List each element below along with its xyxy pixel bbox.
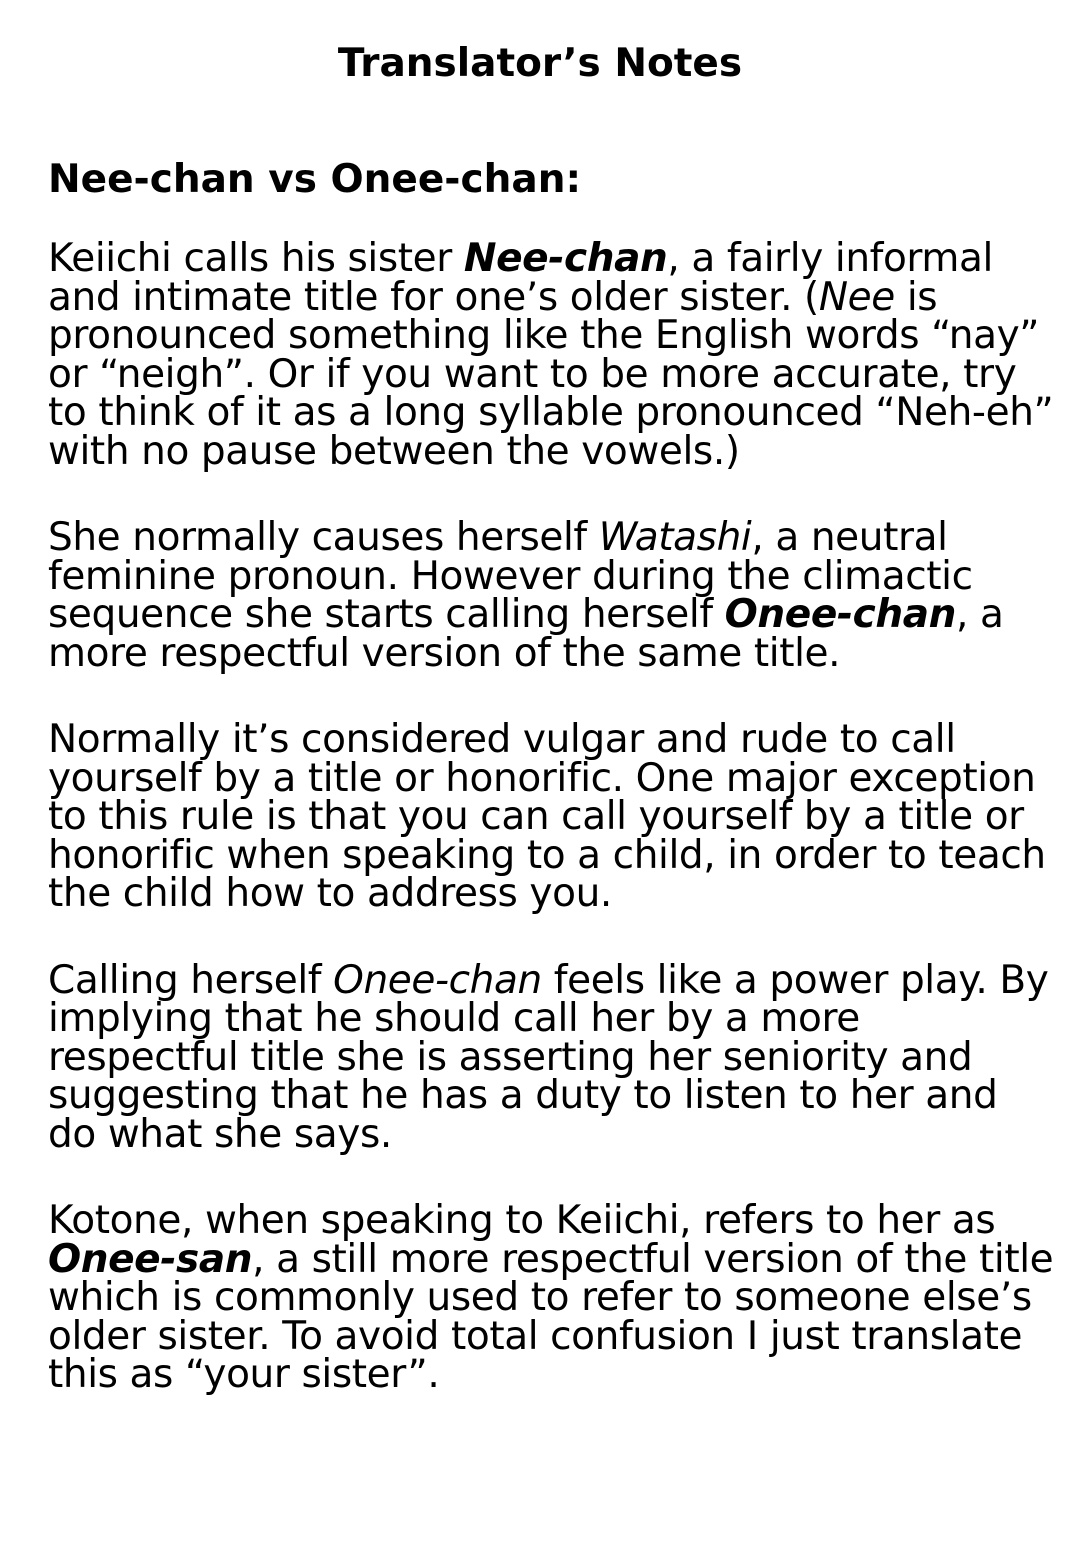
text-run: older sister. To avoid total confusion I just translate <box>48 1313 1023 1359</box>
term-watashi: Watashi <box>598 515 752 560</box>
text-run: Calling herself <box>48 957 334 1003</box>
text-run: respectful title she is asserting her seniority and <box>48 1034 973 1080</box>
text-run: implying that he should call her by a more <box>48 996 860 1041</box>
text-run: suggesting that he has a duty to listen to her and <box>48 1073 998 1118</box>
term-nee-chan: Nee-chan <box>463 236 668 281</box>
text-run: with no pause between the vowels.) <box>48 428 740 474</box>
text-run: do what she says. <box>48 1111 392 1157</box>
paragraph-nee-chan <box>48 236 1058 474</box>
text-run: She normally causes herself <box>48 515 599 560</box>
text-run: , a still more respectful version of the title <box>252 1236 1054 1282</box>
text-run: Normally it’s considered vulgar and rude to call <box>48 717 956 762</box>
text-run: is <box>894 274 938 320</box>
text-run: more respectful version of the same title. <box>48 630 841 676</box>
text-run: sequence she starts calling herself <box>48 592 725 637</box>
text-run: this as “your sister”. <box>48 1352 440 1397</box>
text-run: or “neigh”. Or if you want to be more accurate, try <box>48 351 1017 397</box>
term-onee-chan: Onee-chan <box>333 957 542 1003</box>
text-run: and intimate title for one’s older sister. ( <box>48 274 819 320</box>
paragraph-onee-san <box>48 1198 1058 1397</box>
paragraph-watashi <box>48 515 1058 676</box>
text-run: , a fairly informal <box>667 236 993 281</box>
term-onee-san: Onee-san <box>48 1236 253 1282</box>
page-title: Translator’s Notes <box>337 41 743 86</box>
notes-body <box>48 236 1058 1443</box>
paragraph-honorific-rule <box>48 717 1058 916</box>
text-run: Keiichi calls his sister <box>48 236 464 281</box>
text-run: pronounced something like the English words “nay” <box>48 313 1040 358</box>
text-run: yourself by a title or honorific. One major exception <box>48 755 1036 801</box>
text-run: honorific when speaking to a child, in order to teach <box>48 832 1046 878</box>
text-run: which is commonly used to refer to someone else’s <box>48 1275 1032 1320</box>
text-run: , a <box>956 592 1004 637</box>
paragraph-power-play <box>48 957 1058 1157</box>
section-heading: Nee-chan vs Onee-chan: <box>48 157 582 202</box>
text-run: Kotone, when speaking to Keiichi, refers to her as <box>48 1198 996 1243</box>
text-run: feels like a power play. By <box>541 957 1049 1003</box>
term-onee-chan: Onee-chan <box>724 592 957 637</box>
text-run: , a neutral <box>751 515 948 560</box>
text-run: to think of it as a long syllable pronounced “Neh-eh” <box>48 390 1054 435</box>
text-run: to this rule is that you can call yourself by a title or <box>48 794 1024 839</box>
term-nee: Nee <box>818 274 895 320</box>
text-run: feminine pronoun. However during the climactic <box>48 553 973 599</box>
text-run: the child how to address you. <box>48 871 612 916</box>
